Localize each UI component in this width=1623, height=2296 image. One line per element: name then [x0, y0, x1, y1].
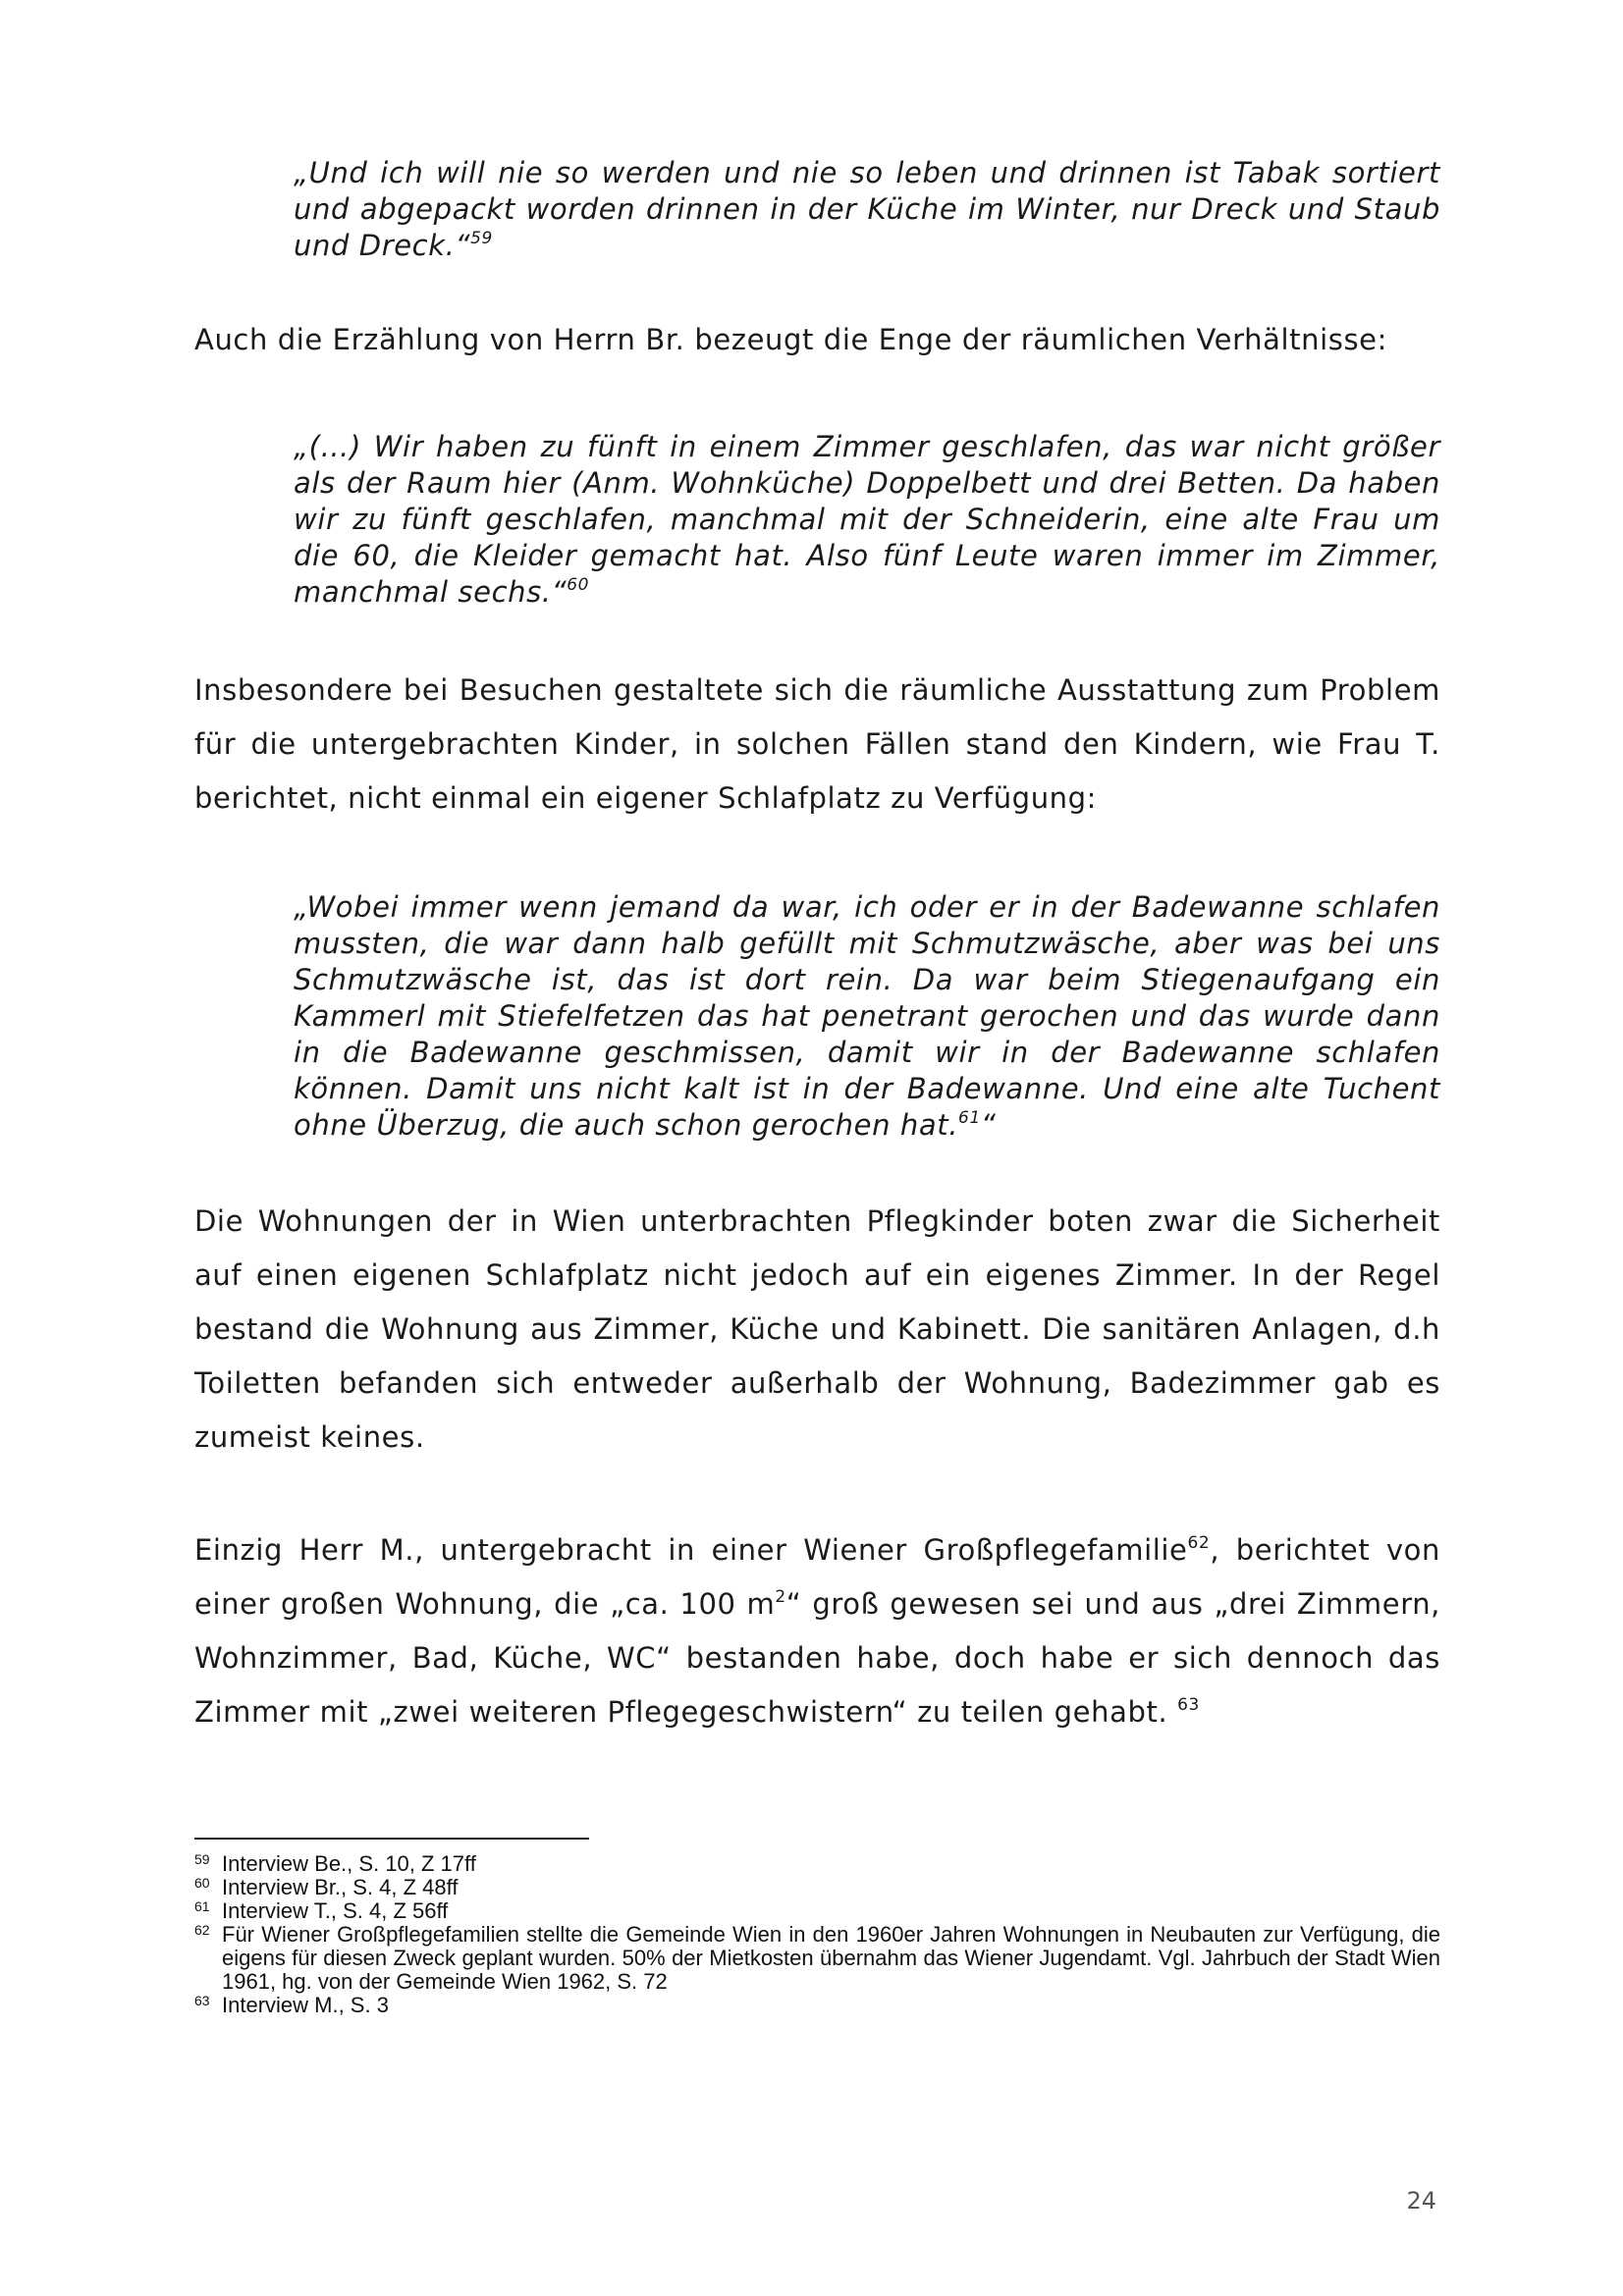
footnote-separator: [194, 1838, 589, 1840]
paragraph-text: “ groß gewesen sei und aus „drei Zimmern, Wohnzimmer, Bad, Küche, WC“ bestanden habe, doch habe er sich dennoch das Zimmer mit „zwei weiteren Pflegegeschwistern“ zu teilen gehabt.: [194, 1587, 1441, 1729]
block-quote-3: [294, 889, 1440, 1144]
footnote: [194, 1852, 1440, 1876]
footnote: [194, 1994, 1440, 2017]
quote-text: „(…) Wir haben zu fünft in einem Zimmer geschlafen, das war nicht größer als der Raum hier (Anm. Wohnküche) Doppelbett und drei Betten. Da haben wir zu fünft geschlafen, manchmal mit der Schneiderin, eine alte Frau um die 60, die Kleider gemacht hat. Also fünf Leute waren immer im Zimmer, manchmal sechs.“: [294, 430, 1440, 609]
footnote-ref[interactable]: 62: [1187, 1533, 1211, 1553]
footnote: [194, 1923, 1440, 1994]
paragraph-4: [194, 1523, 1440, 1739]
footnote-text: Für Wiener Großpflegefamilien stellte die Gemeinde Wien in den 1960er Jahren Wohnungen in Neubauten zur Verfügung, die eigens für diesen Zweck geplant wurden. 50% der Mietkosten übernahm das Wiener Jugendamt. Vgl. Jahrbuch der Stadt Wien 1961, hg. von der Gemeinde Wien 1962, S. 72: [222, 1922, 1440, 1994]
paragraph-2: Insbesondere bei Besuchen gestaltete sich die räumliche Ausstattung zum Problem für die untergebrachten Kinder, in solchen Fällen stand den Kindern, wie Frau T. berichtet, nicht einmal ein eigener Schlafplatz zu Verfügung:: [194, 673, 1440, 815]
footnote-number: 60: [194, 1875, 210, 1891]
footnote-ref[interactable]: 63: [1177, 1695, 1200, 1715]
footnote-number: 62: [194, 1922, 210, 1938]
footnote-ref[interactable]: 61: [958, 1108, 981, 1128]
paragraph-3: Die Wohnungen der in Wien unterbrachten Pflegkinder boten zwar die Sicherheit auf einen eigenen Schlafplatz nicht jedoch auf ein eigenes Zimmer. In der Regel bestand die Wohnung aus Zimmer, Küche und Kabinett. Die sanitären Anlagen, d.h Toiletten befanden sich entweder außerhalb der Wohnung, Badezimmer gab es zumeist keines.: [194, 1204, 1440, 1454]
footnote-number: 63: [194, 1993, 210, 2008]
quote-text: „Wobei immer wenn jemand da war, ich oder er in der Badewanne schlafen mussten, die war dann halb gefüllt mit Schmutzwäsche, aber was bei uns Schmutzwäsche ist, das ist dort rein. Da war beim Stiegenaufgang ein Kammerl mit Stiefelfetzen das hat penetrant gerochen und das wurde dann in die Badewanne geschmissen, damit wir in der Badewanne schlafen können. Damit uns nicht kalt ist in der Badewanne. Und eine alte Tuchent ohne Überzug, die auch schon gerochen hat.: [294, 890, 1440, 1142]
footnote-ref[interactable]: 59: [470, 229, 493, 248]
footnote-number: 61: [194, 1898, 210, 1914]
footnote-text: Interview T., S. 4, Z 56ff: [222, 1898, 449, 1923]
footnote: [194, 1876, 1440, 1899]
footnote: [194, 1899, 1440, 1923]
paragraph-1: Auch die Erzählung von Herrn Br. bezeugt die Enge der räumlichen Verhältnisse:: [194, 323, 1387, 356]
closing-quote: “: [980, 1108, 997, 1142]
block-quote-1: [294, 155, 1440, 264]
footnotes: [194, 1852, 1440, 2017]
quote-text: „Und ich will nie so werden und nie so leben und drinnen ist Tabak sortiert und abgepackt worden drinnen in der Küche im Winter, nur Dreck und Staub und Dreck.“: [294, 156, 1440, 262]
footnote-number: 59: [194, 1851, 210, 1867]
footnote-text: Interview Be., S. 10, Z 17ff: [222, 1851, 476, 1876]
square-superscript: 2: [775, 1587, 786, 1607]
footnote-text: Interview Br., S. 4, Z 48ff: [222, 1875, 459, 1899]
footnote-ref[interactable]: 60: [567, 575, 590, 595]
block-quote-2: [294, 429, 1440, 611]
footnote-text: Interview M., S. 3: [222, 1993, 389, 2017]
paragraph-text: Einzig Herr M., untergebracht in einer Wiener Großpflegefamilie: [194, 1533, 1188, 1567]
paragraph-text: , berichtet von einer großen Wohnung, die „ca. 100 m: [194, 1533, 1440, 1621]
page-number: 24: [1406, 2187, 1436, 2215]
